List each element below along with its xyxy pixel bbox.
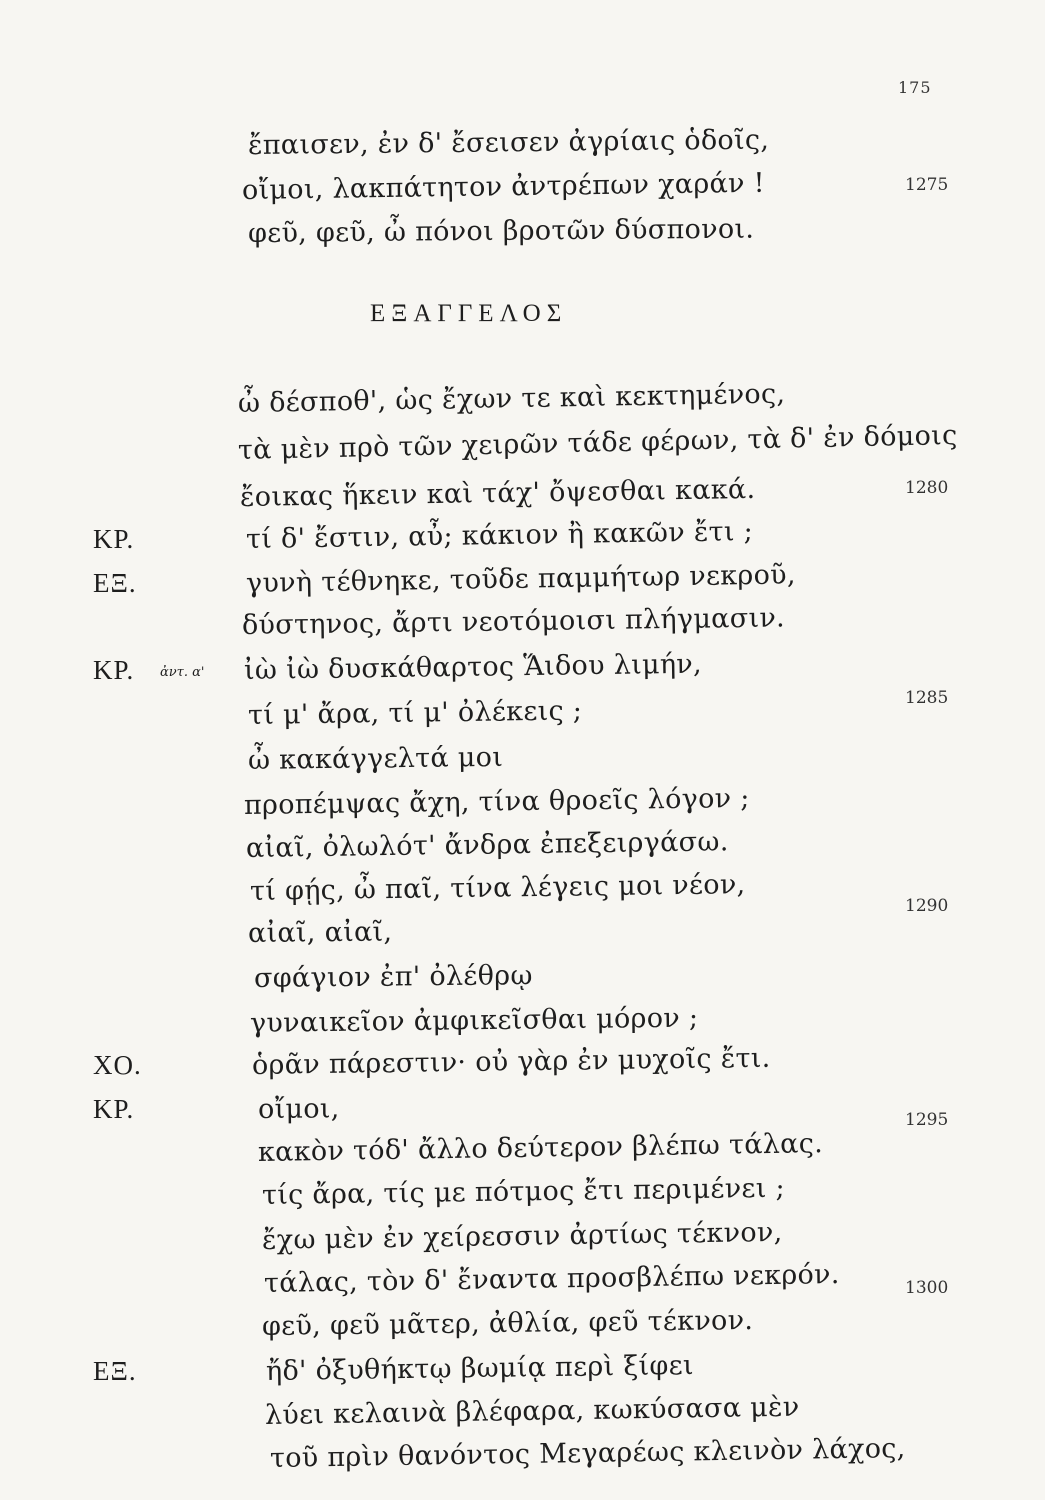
verse-line — [0, 473, 1045, 522]
verse-line — [0, 1094, 1045, 1134]
verse-line — [0, 1002, 1045, 1048]
verse-line — [0, 516, 1045, 564]
verse-text: προπέμψας ἄχη, τίνα θροεῖς λόγον ; — [243, 782, 750, 821]
speaker-label: ΧΟ. — [93, 1050, 142, 1080]
verse-text: φεῦ, φεῦ μᾶτερ, ἀθλία, φεῦ τέκνον. — [261, 1304, 754, 1342]
verse-line — [0, 1128, 1045, 1177]
verse-line — [0, 960, 1045, 1003]
verse-line — [0, 826, 1045, 873]
line-number: 1290 — [905, 896, 949, 916]
verse-text: τοῦ πρὶν θανόντος Μεγαρέως κλεινὸν λάχος, — [269, 1433, 906, 1474]
verse-line — [0, 741, 1045, 785]
verse-text: οἴμοι, λακπάτητον ἀντρέπων χαράν ! — [241, 167, 766, 206]
line-number: 1280 — [905, 478, 949, 498]
verse-text: ἤδ' ὀξυθήκτῳ βωμίᾳ περὶ ξίφει — [265, 1350, 694, 1387]
strophe-note: ἀντ. α' — [160, 665, 205, 680]
speaker-label: ΕΞ. — [93, 568, 137, 598]
verse-line — [0, 782, 1045, 830]
verse-text: γυνὴ τέθνηκε, τοῦδε παμμήτωρ νεκροῦ, — [245, 559, 796, 599]
verse-line — [0, 648, 1045, 695]
verse-line — [0, 167, 1045, 215]
speaker-label: ΕΞ. — [93, 1356, 137, 1386]
verse-line — [0, 1042, 1045, 1090]
verse-text: τί φῄς, ὦ παῖ, τίνα λέγεις μοι νέον, — [249, 869, 746, 907]
line-number: 1275 — [905, 175, 949, 195]
verse-text: οἴμοι, — [257, 1093, 340, 1125]
verse-text: ὁρᾶν πάρεστιν· οὐ γὰρ ἐν μυχοῖς ἔτι. — [251, 1042, 771, 1081]
verse-line — [0, 1258, 1045, 1308]
verse-text: τί δ' ἔστιν, αὖ; κάκιον ἢ κακῶν ἔτι ; — [245, 516, 754, 555]
section-heading: ΕΞΑΓΓΕΛΟΣ — [370, 300, 568, 327]
verse-line — [0, 1216, 1045, 1265]
verse-text: ἔπαισεν, ἐν δ' ἔσεισεν ἀγρίαις ὁδοῖς, — [247, 124, 770, 161]
verse-line — [0, 1433, 1045, 1483]
verse-text: τίς ἄρα, τίς με πότμος ἔτι περιμένει ; — [261, 1172, 786, 1211]
verse-line — [0, 1304, 1045, 1351]
verse-line — [0, 124, 1045, 170]
verse-text: φεῦ, φεῦ, ὦ πόνοι βροτῶν δύσπονοι. — [247, 213, 755, 249]
verse-text: γυναικεῖον ἀμφικεῖσθαι μόρον ; — [249, 1002, 699, 1039]
verse-text: τὰ μὲν πρὸ τῶν χειρῶν τάδε φέρων, τὰ δ' ἐν δόμοις — [237, 419, 958, 466]
verse-line — [0, 869, 1045, 916]
verse-text: τί μ' ἄρα, τί μ' ὀλέκεις ; — [247, 695, 583, 731]
verse-text: ἰὼ ἰὼ δυσκάθαρτος Ἅιδου λιμήν, — [243, 648, 703, 686]
page-number: 175 — [898, 78, 932, 97]
verse-text: λύει κελαινὰ βλέφαρα, κωκύσασα μὲν — [264, 1391, 800, 1431]
verse-text: ἔοικας ἥκειν καὶ τάχ' ὄψεσθαι κακά. — [239, 473, 756, 513]
speaker-label: ΚΡ. — [93, 1094, 135, 1124]
verse-text: ἔχω μὲν ἐν χείρεσσιν ἀρτίως τέκνον, — [261, 1216, 783, 1256]
verse-line — [0, 559, 1045, 608]
speaker-label: ΚΡ. — [93, 524, 135, 554]
verse-text: ὦ κακάγγελτά μοι — [247, 741, 504, 776]
verse-text: τάλας, τὸν δ' ἔναντα προσβλέπω νεκρόν. — [263, 1258, 840, 1299]
line-number: 1285 — [905, 688, 949, 708]
verse-line — [0, 213, 1045, 258]
verse-line — [0, 1350, 1045, 1396]
verse-text: αἰαῖ, ὀλωλότ' ἄνδρα ἐπεξειργάσω. — [245, 826, 729, 864]
verse-text: δύστηνος, ἄρτι νεοτόμοισι πλήγμασιν. — [241, 602, 786, 641]
verse-line — [0, 1172, 1045, 1220]
verse-text: σφάγιον ἐπ' ὀλέθρῳ — [253, 960, 533, 994]
speaker-label: ΚΡ. — [93, 655, 135, 685]
verse-line — [0, 918, 1045, 958]
verse-line — [0, 419, 1045, 475]
verse-text: κακὸν τόδ' ἄλλο δεύτερον βλέπω τάλας. — [257, 1128, 824, 1168]
line-number: 1295 — [905, 1110, 949, 1130]
verse-text: ὦ δέσποθ', ὡς ἔχων τε καὶ κεκτημένος, — [237, 378, 786, 419]
line-number: 1300 — [905, 1278, 949, 1298]
verse-text: αἰαῖ, αἰαῖ, — [247, 916, 393, 949]
verse-line — [0, 602, 1045, 650]
